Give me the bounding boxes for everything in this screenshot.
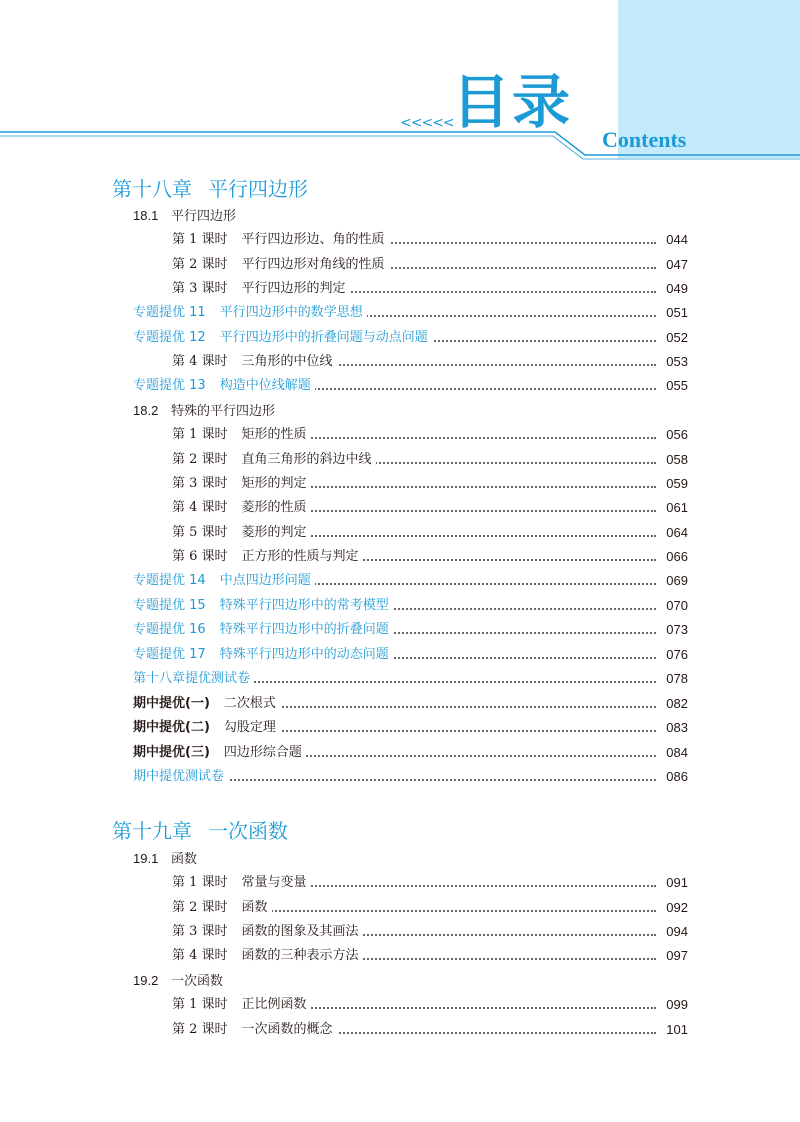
entry-text: 特殊平行四边形中的折叠问题 xyxy=(219,622,389,637)
toc-entry-topic[interactable] xyxy=(133,328,688,348)
page-number: 056 xyxy=(660,425,688,445)
entry-text: 菱形的判定 xyxy=(241,525,307,540)
section-18-1[interactable] xyxy=(133,206,236,227)
page-number: 091 xyxy=(660,873,688,893)
entry-text: 三角形的中位线 xyxy=(241,354,333,369)
page-number: 073 xyxy=(660,620,688,640)
page-number: 064 xyxy=(660,523,688,543)
entry-text: 菱形的性质 xyxy=(241,500,307,515)
entry-label: 期中提优(三) xyxy=(133,745,210,760)
page-number: 101 xyxy=(660,1020,688,1040)
section-name: 一次函数 xyxy=(171,974,224,989)
entry-text: 正方形的性质与判定 xyxy=(241,549,359,564)
entry-label: 第 4 课时 xyxy=(172,948,228,963)
toc-entry-test[interactable] xyxy=(133,669,688,689)
section-name: 平行四边形 xyxy=(171,209,237,224)
toc-entry[interactable] xyxy=(172,873,688,893)
entry-text: 特殊平行四边形中的常考模型 xyxy=(219,598,389,613)
entry-text: 平行四边形边、角的性质 xyxy=(241,232,385,247)
toc-entry[interactable] xyxy=(172,898,688,918)
entry-text: 常量与变量 xyxy=(241,875,307,890)
entry-label: 第 4 课时 xyxy=(172,500,228,515)
chapter-19-title: 第十九章 xyxy=(112,819,192,843)
section-number: 19.1 xyxy=(133,851,159,866)
page-number: 053 xyxy=(660,352,688,372)
entry-label: 第 3 课时 xyxy=(172,476,228,491)
page-number: 076 xyxy=(660,645,688,665)
toc-entry-midterm[interactable] xyxy=(133,743,688,763)
page-number: 070 xyxy=(660,596,688,616)
toc-entry-topic[interactable] xyxy=(133,303,688,323)
toc-entry-topic[interactable] xyxy=(133,571,688,591)
toc-entry[interactable] xyxy=(172,425,688,445)
section-19-1[interactable] xyxy=(133,849,197,870)
page-title: 目录 xyxy=(452,68,573,136)
entry-text: 平行四边形中的折叠问题与动点问题 xyxy=(219,330,428,345)
page-subtitle: Contents xyxy=(602,127,687,152)
entry-text: 矩形的性质 xyxy=(241,427,307,442)
page-number: 084 xyxy=(660,743,688,763)
toc-entry-midterm[interactable] xyxy=(133,718,688,738)
entry-label: 专题提优 17 xyxy=(133,647,206,662)
entry-label: 第十八章提优测试卷 xyxy=(133,671,251,686)
toc-entry-topic[interactable] xyxy=(133,376,688,396)
page-number: 092 xyxy=(660,898,688,918)
chapter-18-title: 第十八章 xyxy=(112,177,192,201)
page-number: 069 xyxy=(660,571,688,591)
section-19-2[interactable] xyxy=(133,971,223,992)
toc-entry[interactable] xyxy=(172,255,688,275)
entry-label: 期中提优测试卷 xyxy=(133,769,225,784)
page-number: 059 xyxy=(660,474,688,494)
entry-text: 中点四边形问题 xyxy=(219,573,311,588)
entry-label: 第 6 课时 xyxy=(172,549,228,564)
page-number: 044 xyxy=(660,230,688,250)
chapter-18-heading[interactable] xyxy=(112,176,308,202)
entry-label: 第 1 课时 xyxy=(172,875,228,890)
entry-label: 第 4 课时 xyxy=(172,354,228,369)
toc-entry[interactable] xyxy=(172,995,688,1015)
entry-label: 专题提优 11 xyxy=(133,305,206,320)
entry-text: 二次根式 xyxy=(223,696,276,711)
entry-text: 一次函数的概念 xyxy=(241,1022,333,1037)
page-number: 083 xyxy=(660,718,688,738)
toc-entry-topic[interactable] xyxy=(133,596,688,616)
page-number: 061 xyxy=(660,498,688,518)
toc-entry-test[interactable] xyxy=(133,767,688,787)
chapter-18-name: 平行四边形 xyxy=(208,177,308,201)
section-name: 函数 xyxy=(171,852,198,867)
section-number: 18.2 xyxy=(133,403,159,418)
chapter-19-name: 一次函数 xyxy=(208,819,288,843)
entry-text: 正比例函数 xyxy=(241,997,307,1012)
page-number: 049 xyxy=(660,279,688,299)
entry-label: 专题提优 15 xyxy=(133,598,206,613)
entry-text: 构造中位线解题 xyxy=(219,378,311,393)
page-number: 047 xyxy=(660,255,688,275)
toc-entry[interactable] xyxy=(172,498,688,518)
toc-entry-midterm[interactable] xyxy=(133,694,688,714)
entry-label: 专题提优 14 xyxy=(133,573,206,588)
entry-label: 第 1 课时 xyxy=(172,997,228,1012)
entry-text: 平行四边形对角线的性质 xyxy=(241,257,385,272)
section-number: 19.2 xyxy=(133,973,159,988)
toc-entry[interactable] xyxy=(172,523,688,543)
page-number: 058 xyxy=(660,450,688,470)
page-number: 078 xyxy=(660,669,688,689)
toc-entry[interactable] xyxy=(172,922,688,942)
chevron-arrows-icon: <<<<< xyxy=(400,115,454,131)
toc-entry-topic[interactable] xyxy=(133,620,688,640)
toc-entry[interactable] xyxy=(172,474,688,494)
toc-entry[interactable] xyxy=(172,230,688,250)
entry-label: 第 3 课时 xyxy=(172,281,228,296)
entry-label: 第 1 课时 xyxy=(172,232,228,247)
page-number: 052 xyxy=(660,328,688,348)
entry-label: 第 2 课时 xyxy=(172,1022,228,1037)
toc-entry[interactable] xyxy=(172,450,688,470)
toc-entry[interactable] xyxy=(172,547,688,567)
page-number: 082 xyxy=(660,694,688,714)
toc-entry[interactable] xyxy=(172,279,688,299)
entry-label: 第 2 课时 xyxy=(172,257,228,272)
page-number: 094 xyxy=(660,922,688,942)
toc-entry[interactable] xyxy=(172,946,688,966)
chapter-19-heading[interactable] xyxy=(112,818,288,844)
page-number: 051 xyxy=(660,303,688,323)
entry-text: 勾股定理 xyxy=(223,720,276,735)
page-number: 097 xyxy=(660,946,688,966)
page-number: 066 xyxy=(660,547,688,567)
toc-entry[interactable] xyxy=(172,1020,688,1040)
entry-text: 直角三角形的斜边中线 xyxy=(241,452,372,467)
entry-label: 第 1 课时 xyxy=(172,427,228,442)
entry-label: 第 2 课时 xyxy=(172,900,228,915)
entry-label: 专题提优 16 xyxy=(133,622,206,637)
entry-text: 平行四边形的判定 xyxy=(241,281,346,296)
entry-label: 第 2 课时 xyxy=(172,452,228,467)
toc-entry-topic[interactable] xyxy=(133,645,688,665)
entry-label: 专题提优 12 xyxy=(133,330,206,345)
entry-text: 函数的三种表示方法 xyxy=(241,948,359,963)
section-name: 特殊的平行四边形 xyxy=(171,404,276,419)
page-number: 099 xyxy=(660,995,688,1015)
entry-text: 函数 xyxy=(241,900,268,915)
section-number: 18.1 xyxy=(133,208,159,223)
toc-entry[interactable] xyxy=(172,352,688,372)
entry-text: 矩形的判定 xyxy=(241,476,307,491)
entry-label: 第 3 课时 xyxy=(172,924,228,939)
section-18-2[interactable] xyxy=(133,401,275,422)
entry-label: 期中提优(二) xyxy=(133,720,210,735)
entry-label: 第 5 课时 xyxy=(172,525,228,540)
page-number: 086 xyxy=(660,767,688,787)
page-number: 055 xyxy=(660,376,688,396)
entry-text: 平行四边形中的数学思想 xyxy=(219,305,363,320)
entry-label: 期中提优(一) xyxy=(133,696,210,711)
entry-text: 函数的图象及其画法 xyxy=(241,924,359,939)
entry-text: 特殊平行四边形中的动态问题 xyxy=(219,647,389,662)
entry-label: 专题提优 13 xyxy=(133,378,206,393)
entry-text: 四边形综合题 xyxy=(223,745,302,760)
